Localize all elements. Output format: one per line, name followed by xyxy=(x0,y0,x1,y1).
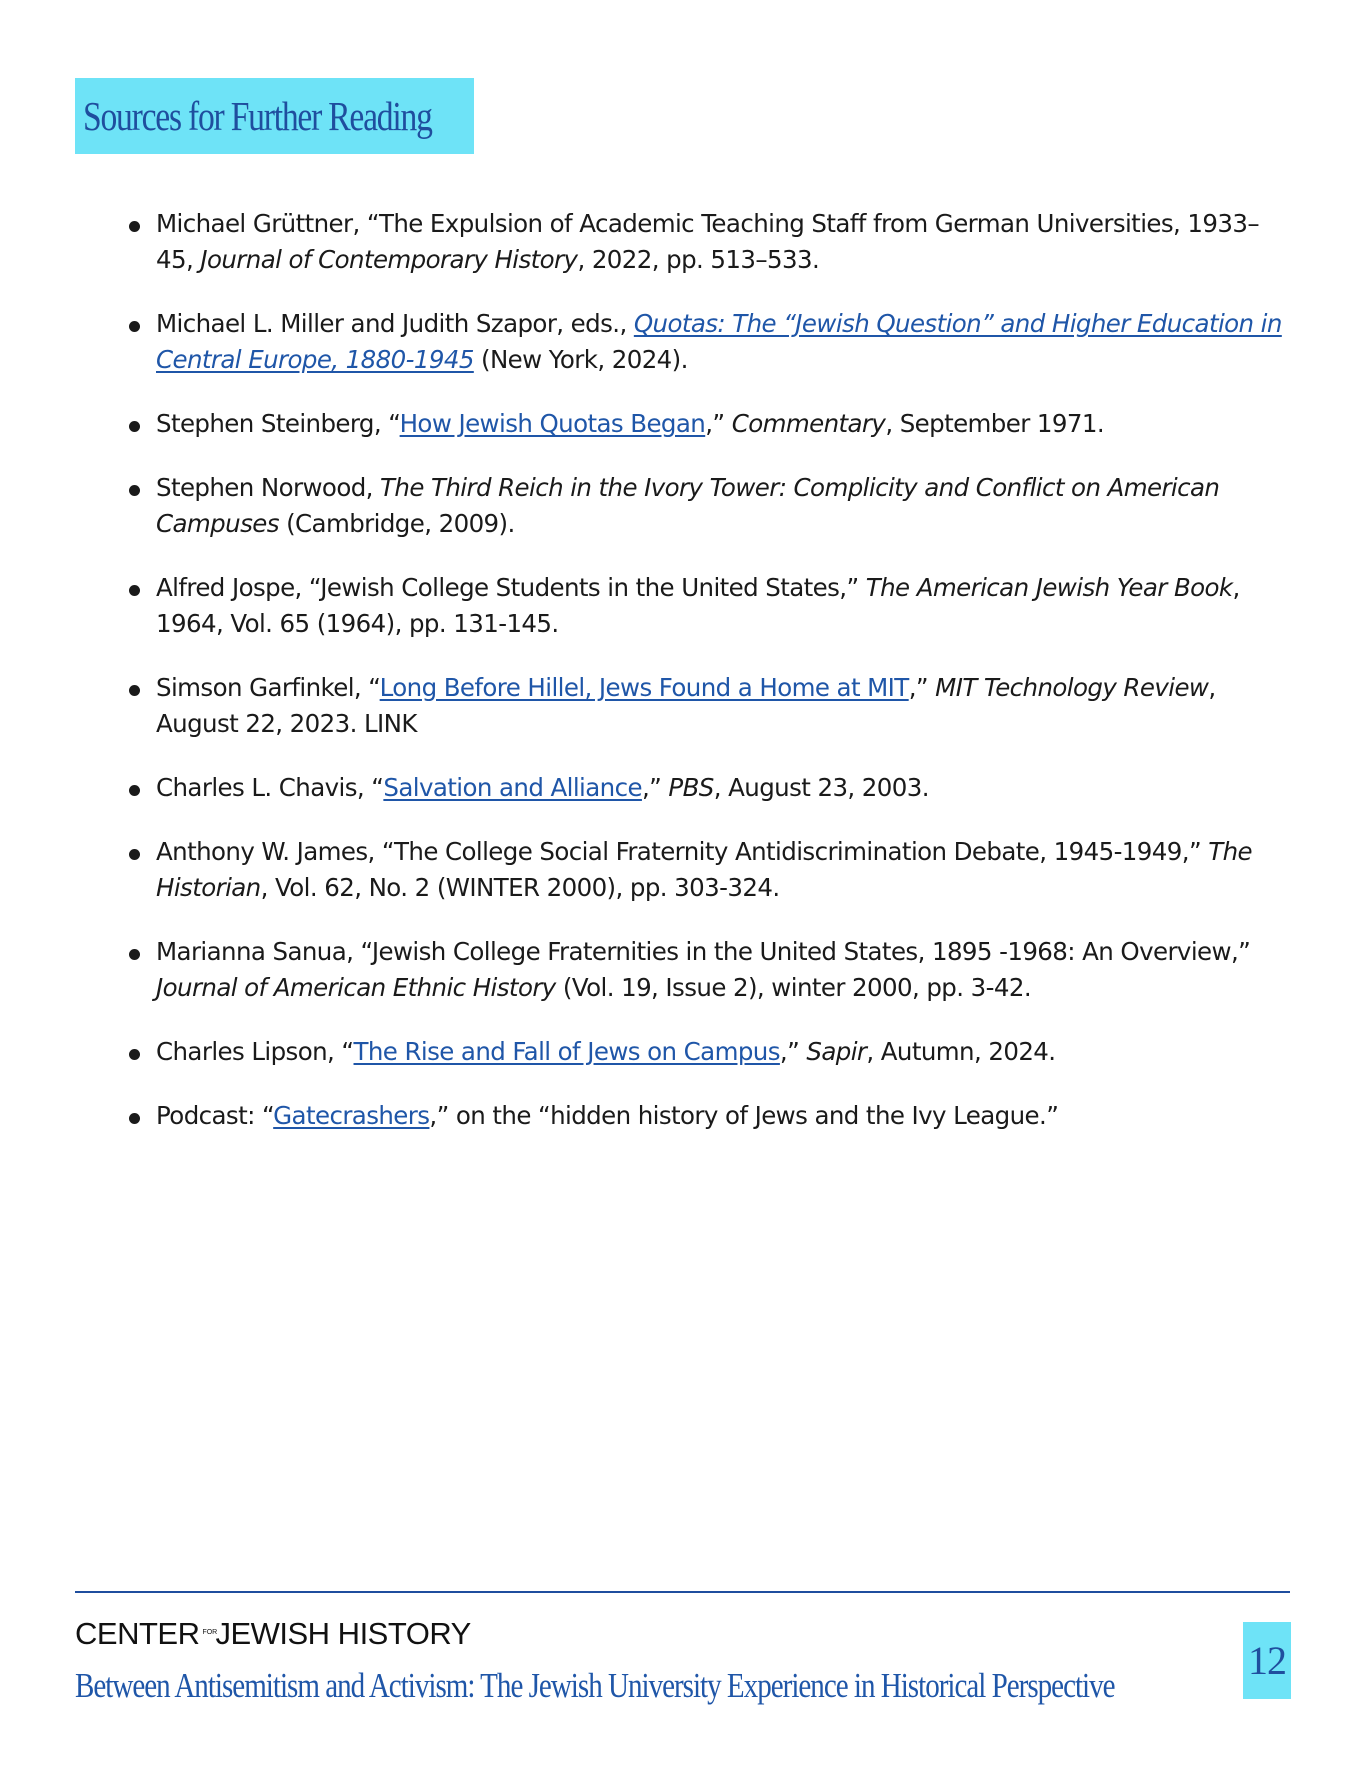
source-link[interactable]: Long Before Hillel, Jews Found a Home at MIT xyxy=(379,673,909,702)
source-text: , Vol. 62, No. 2 (WINTER 2000), pp. 303-324. xyxy=(260,873,780,902)
logo-word-jewish-history: JEWISH HISTORY xyxy=(215,1616,471,1651)
source-text: ,” xyxy=(705,409,732,438)
source-publication: The Historian xyxy=(156,837,1253,902)
source-item xyxy=(0,1034,1360,1070)
source-text: (New York, 2024). xyxy=(473,345,688,374)
footer-divider xyxy=(75,1591,1290,1593)
source-item xyxy=(0,770,1360,806)
source-text: , Autumn, 2024. xyxy=(866,1037,1056,1066)
logo-word-center: CENTER xyxy=(75,1616,200,1651)
source-link[interactable]: Quotas: The “Jewish Question” and Higher Education in Central Europe, 1880-1945 xyxy=(156,309,1282,374)
source-text: , August 23, 2003. xyxy=(713,773,929,802)
source-text: , 2022, pp. 513–533. xyxy=(577,245,820,274)
source-text: ,” on the “hidden history of Jews and the Ivy League.” xyxy=(429,1101,1059,1130)
source-text: , September 1971. xyxy=(885,409,1105,438)
source-link[interactable]: Salvation and Alliance xyxy=(383,773,642,802)
source-text: ,” xyxy=(779,1037,807,1066)
source-item xyxy=(0,306,1360,378)
center-for-jewish-history-logo xyxy=(75,1614,471,1654)
source-item xyxy=(0,570,1360,642)
source-item xyxy=(0,934,1360,1006)
source-item xyxy=(0,670,1360,742)
source-text: (Vol. 19, Issue 2), winter 2000, pp. 3-42. xyxy=(555,973,1032,1002)
source-text: Anthony W. James, “The College Social Fraternity Antidiscrimination Debate, 1945-1949,” xyxy=(156,837,1209,866)
source-text: Simson Garfinkel, “ xyxy=(156,673,380,702)
source-publication: Commentary xyxy=(731,409,886,438)
source-text: Michael L. Miller and Judith Szapor, eds., xyxy=(156,309,634,338)
source-text: Stephen Norwood, xyxy=(156,473,381,502)
source-publication: Journal of Contemporary History xyxy=(200,245,578,274)
source-text: , 1964, Vol. 65 (1964), pp. 131-145. xyxy=(156,573,1240,638)
source-publication: PBS xyxy=(668,773,714,802)
source-text: Alfred Jospe, “Jewish College Students in the United States,” xyxy=(156,573,866,602)
page-number: 12 xyxy=(1243,1622,1291,1699)
source-publication: Journal of American Ethnic History xyxy=(156,973,556,1002)
source-item xyxy=(0,834,1360,906)
source-item xyxy=(0,1098,1360,1134)
sources-list xyxy=(0,206,1360,1162)
source-item xyxy=(0,470,1360,542)
source-link[interactable]: How Jewish Quotas Began xyxy=(399,409,706,438)
source-text: ,” xyxy=(641,773,669,802)
source-link[interactable]: The Rise and Fall of Jews on Campus xyxy=(353,1037,780,1066)
source-text: Podcast: “ xyxy=(156,1101,274,1130)
source-publication: The American Jewish Year Book xyxy=(865,573,1233,602)
source-text: Marianna Sanua, “Jewish College Fraternities in the United States, 1895 -1968: An Overview,” xyxy=(156,937,1251,966)
logo-word-for: FOR xyxy=(202,1628,218,1636)
section-heading: Sources for Further Reading xyxy=(83,93,432,139)
source-text: ,” xyxy=(908,673,936,702)
source-text: Stephen Steinberg, “ xyxy=(156,409,400,438)
source-link[interactable]: Gatecrashers xyxy=(273,1101,430,1130)
source-text: Michael Grüttner, “The Expulsion of Academic Teaching Staff from German Universities, 1933–45, xyxy=(156,209,1260,274)
source-text: Charles L. Chavis, “ xyxy=(156,773,384,802)
source-publication: The Third Reich in the Ivory Tower: Complicity and Conflict on American Campuses xyxy=(156,473,1220,538)
source-publication: Sapir xyxy=(806,1037,867,1066)
source-publication: MIT Technology Review xyxy=(935,673,1209,702)
source-text: (Cambridge, 2009). xyxy=(278,509,515,538)
source-text: Charles Lipson, “ xyxy=(156,1037,354,1066)
publication-title: Between Antisemitism and Activism: The Jewish University Experience in Historical Perspective xyxy=(75,1666,1115,1705)
source-item xyxy=(0,206,1360,278)
source-text: , August 22, 2023. LINK xyxy=(156,673,1216,738)
section-heading-box xyxy=(75,78,474,154)
source-item xyxy=(0,406,1360,442)
